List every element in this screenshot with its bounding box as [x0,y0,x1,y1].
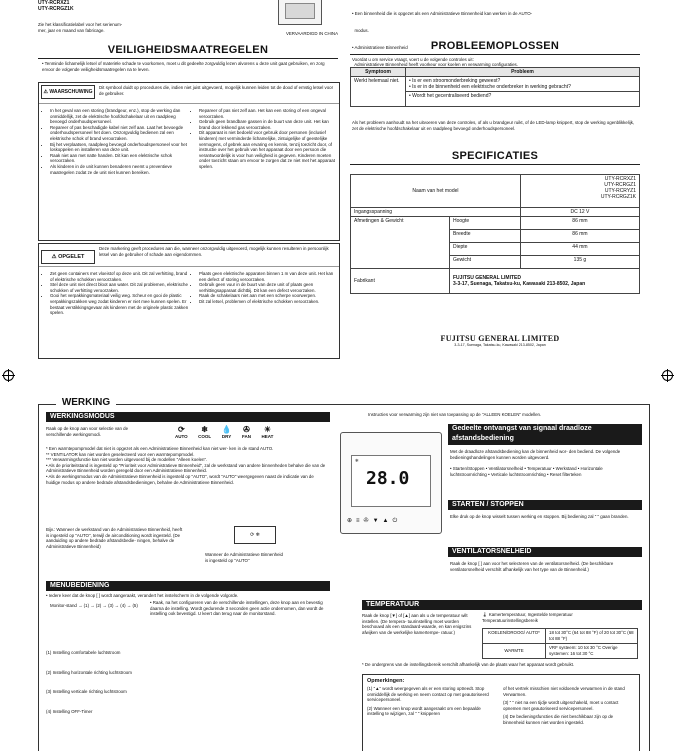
spec-maker-label: Fabrikant [351,269,450,294]
warning-text: Dit symbool duidt op procedures die, indien niet juist uitgevoerd, mogelijk kunnen leiden tot de dood of ernstig letsel voor de gebruiker. [99,85,334,96]
menu-item: (3) Instelling verticale richting luchtstroom [46,689,127,695]
spec-dim-key: Hoogte [450,217,521,230]
mode-note: *** Verwarmingsfunctie kan niet worden uitgevoerd bij de modellen "Alleen koelen". [46,457,208,463]
trouble-table [350,67,640,107]
list-item: • Raak de schakelaars niet aan met een scherpe voorwerpen. [199,293,339,299]
mode-intro: Raak op de knop aan voor selectie van de verschillende werkingsmodi. [46,426,129,437]
safety-title: VEILIGHEIDSMAATREGELEN [107,44,269,56]
mode-fan: ✇ FAN [242,425,251,439]
list-item: • Gooi het verpakkingsmateriaal veilig weg. Scheur en gooi de plastic verpakkingszakken weg zodat kinderen er niet mee kunnen spelen. Er bestaat verstikkingsgevaar als kinderen met de originele plastic zakken spelen. [50,293,190,315]
problem-item: • Is er in de binnenheid een elektrische onderbreker in werking gebracht? [409,84,571,90]
made-in-label: VERVAARDIGD IN CHINA [285,31,338,36]
temp-text: Raak de knop [▼] of [▲] aan als u de temperatuur wilt instellen. (De tempera- tuurinstelling moet worden beschouwd als een standaard-waarde, en kan enigszins afwijken van de werkelijke kamertempe- ratuur.) [362,613,472,635]
spec-dim-value: 86 mm [520,217,639,230]
mode-title: WERKINGSMODUS [46,412,330,422]
warning-label-box [41,85,95,99]
spec-dim-key: Gewicht [450,256,521,269]
device-illustration [278,0,322,25]
mode-auto: ⟳ AUTO [175,425,188,439]
col-problem: Probleem [406,68,640,77]
mode-dry: 💧 DRY [221,425,232,439]
menu-item: (4) Instelling OFF-Timer [46,708,93,714]
list-item: • Gebruik geen vuur in de buurt van deze unit of plaats geen verhittingsapparaat dichtbij. Dit kan een defect veroorzaken. [199,282,339,293]
signal-items: • Starten/Stoppen • Ventilatorsnelheid • Temperatuur • Werkstand • Horizontale luchtstroomrichting • Verticale luchtstroomrichting • Reset filterteken [450,466,603,477]
caution-icon: ⚠ [51,254,57,260]
list-item: • Stel deze unit niet direct bloot aan water. Dit zal problemen, elektrische schokken of verhitting veroorzaken. [50,282,190,293]
warning-icon: ⚠ [43,89,49,95]
remark: (3) " " niet na een tijdje wordt uitgeschakeld, moet u contact opnemen met geautoriseerd servicepersoneel. [503,700,619,711]
callout-caption: Wanneer de Administratieve Binnenheid is ingesteld op "AUTO" [205,552,283,563]
brand-address: 3-3-17, Suenaga, Takatsu-ku, Kawasaki 213-8502, Japan [454,343,546,347]
list-item: • Raak niet aan met natte handen. Dit kan een elektrische schok veroorzaken. [50,153,190,164]
list-item: • Bij het verplaatsen, raadpleeg bevoegd onderhoudspersoneel voor het loskoppelen en installeren van deze unit. [50,142,190,153]
remarks-left [367,686,495,717]
spec-model: UTY-RCRGZ1 [604,182,636,188]
remarks-title: Opmerkingen: [367,678,405,684]
safety-intro: • Tenminde lichamelijk letsel of materiële schade te voorkomen, moet u dit gedeelte zorgvuldig lezen alvorens u deze unit gaat gebruiken, en zorg ervoor de volgende veiligheidsmaatregelen na te leven. [42,61,325,72]
remark: (4) De bedieningsfuncties die niet beschikbaar zijn op de binnenheid kunnen niet worden ingesteld. [503,714,614,725]
warning-list-right [191,108,339,170]
fan-title: VENTILATORSNELHEID [448,547,642,557]
power-button[interactable]: ⏻ [392,518,402,524]
spec-maker-addr: 3-3-17, Suenaga, Takatsu-ku, Kawasaki 213-8502, Japan [453,281,586,287]
mode-note: ** VENTILATOR kan niet worden geselecteerd voor een warmtepompmodel. [46,451,195,457]
specs-table [350,174,640,294]
menu-items [46,650,328,714]
menu-title: MENUBEDIENING [46,581,330,591]
mode-notes [46,446,328,485]
temp-mode: KOELEN/DROOG/ AUTO* [483,629,546,644]
fan-icon: ✇ [243,425,250,434]
display-temperature: 28.0 [366,468,410,489]
menu-button[interactable]: ≡ [356,518,364,524]
temp-head-left: Kamertemperatuur [488,612,526,617]
spec-maker-name: FUJITSU GENERAL LIMITED [453,275,521,281]
specs-title: SPECIFICATIES [451,150,539,162]
registration-mark-icon [3,370,14,381]
mode-button[interactable]: ⊕ [347,518,357,524]
trouble-intro: Voordat u om service vraagt, voert u de volgende controles uit: [352,57,474,62]
list-item: • Repareer of pas niet zelf aan. Het kan een storing of een ongeval veroorzaken. [199,108,339,119]
list-item: • Als kinderen in de unit kunnen benaderen neemt u preventieve maatregelen zodat ze de unit niet kunnen bereiken. [50,164,190,175]
warning-label: WAARSCHUWING [49,89,93,95]
model-name: UTY-RCRXZ1 [38,0,70,6]
snowflake-icon: ❄ [355,458,359,463]
remark: (1) "▲" wordt weergegeven als er een storing optreedt. Stop onmiddellijk de werking en neem contact op met geautoriseerd servicepersoneel. [367,686,489,703]
controller-buttons [347,517,437,525]
mode-example: Bijv.: Wanneer de werkstand van de Administratieve Binnenheid, heeft is ingesteld op "AUTO", terwijl de airconditioning wordt ingesteld. (De aanduiding op andere bedrade afstandsbedie- ningen, behalve de Administratieve Binnenheid) [46,527,183,549]
temp-mode: WARMTE [483,644,546,659]
up-button[interactable]: ▲ [382,518,393,524]
start-text: Elke druk op de knop wisselt tussen werking en stoppen. Bij bediening zal " " gaan branden. [450,514,629,519]
caution-list-right [191,271,339,305]
brand-block [440,334,560,347]
mode-note: * Een warmtepompmodel dat niet is opgezet als een Administratieve Binnenheid kan niet wer- ken in de stand AUTO. [46,446,274,451]
fan-text: Raak de knop [ ] aan voor het selecteren van de ventilatorsnelheid. (De beschikbare ventilatorsnelheid verschilt afhankelijk van het type van de Binnenheid.) [450,561,614,572]
problem-cell: • Wordt het gecentraliseerd bediend? [406,92,640,107]
remark: (2) Wanneer een knop wordt aangeraakt om een bepaalde instelling te wijzigen, zal " " knipperen [367,705,481,717]
thermometer-icon: 🌡 [482,612,488,617]
problem-cell [406,77,640,92]
remarks-box [362,674,640,751]
serial-note: Zie het klassificatielabel voor het serienum- mer, jaar en maand van fabricage. [38,22,123,33]
mode-cool: ❄ COOL [198,425,212,439]
spec-model-label: Naam van het model [351,175,521,208]
spec-model: UTY-RCRXZ1 [604,176,636,182]
note-line: modus. [352,27,369,33]
menu-text: • Raak, na het configureren van de verschillende instellingen, deze knop aan en bevestig daarna de instelling. Wordt gedurende 3 seconden geen actie ondernomen, dan wordt de instelling ook bevestigd. U keert dan terug naar de monitorstand. [150,600,324,617]
signal-title: Gedeelte ontvangst van signaal draadloze afstandsbediening [448,424,642,445]
spec-dim-value: 86 mm [520,230,639,243]
auto-mode-icon: ⟳ [177,425,185,434]
start-title: STARTEN / STOPPEN [448,500,642,510]
note-line: • Administratieve Binnenheid [352,44,408,50]
brand-name: FUJITSU GENERAL LIMITED [440,334,560,343]
caution-list-left [42,271,190,316]
list-item: • Plaats geen elektrische apparaten binnen 1 m van deze unit. Het kan een defect of storing veroorzaken. [199,271,339,282]
temp-range: 18 tot 30°C (64 tot 88 °F) of 20 tot 30°C (68 tot 88 °F) [546,629,638,644]
mode-note: • Als de prioriteitstand is ingesteld op "Prioriteit voor Administratieve Binnenheid", zal de werkstand van andere binnenheden behalve die van de Administratieve Binnenheid worden geregeld door een Administratieve Binnenheid. [46,462,326,474]
fan-button[interactable]: ✇ [363,518,373,524]
list-item: • Gebruik geen brandbare gassen in de buurt van deze unit. Het kan brand door lekkend gas veroorzaken. [199,119,339,130]
mode-heat: ☀ HEAT [261,425,274,439]
werking-title: WERKING [56,396,116,410]
caution-label-box [41,250,95,264]
signal-text: Met de draadloze afstandsbediening kan de binnenheid wor- den bediend. De volgende bedieningshandelingen kunnen worden uitgevoerd. [450,449,621,460]
spec-voltage-label: Ingangsspanning [351,208,521,217]
spec-dim-key: Breedte [450,230,521,243]
spec-model: UTY-RCRYZ1 [604,188,636,194]
menu-sequence: Monitor-stand → (1) → (2) → (3) → (4) → (5) [50,603,138,608]
temp-range: VRF systeem: 10 tot 30 °C Overige systemen: 16 tot 30 °C [546,644,638,659]
menu-intro: • Iedere keer dat de knop [ ] wordt aangeraakt, verandert het instelscherm in de volgende volgorde. [46,593,239,598]
menu-item: (1) Instelling comfortabele luchtstroom [46,650,121,655]
caution-label: OPGELET [58,254,85,260]
list-item: • In het geval van een storing (brandgeur, enz.), stop de werking dan onmiddellijk, zet de elektrische hoofdschakelaar uit en raadpleeg bevoegd onderhoudspersoneel. [50,108,190,125]
down-button[interactable]: ▼ [372,518,383,524]
temp-legend: 🌡 Kamertemperatuur, Ingestelde temperatuur Temperatuurinstellingsbereik [482,612,638,623]
temp-table [482,628,638,659]
mode-note: • Als de werkingsmodus van de Administratieve Binnenheid is ingesteld op "AUTO", wordt "AUTO" weergegeven naast de indicatie van de huidige modus op andere bedrade afstandsbedieningen, behalve de Administratieve Binnenheid. [46,473,314,485]
caution-box [38,243,340,359]
remark: of het vertrek misschien niet voldoende verwarmen in de stand Verwarmen. [503,686,625,697]
auto-display-callout [234,526,276,544]
sun-icon: ☀ [263,425,271,434]
spec-model: UTY-RCRGZ1K [600,194,636,200]
temp-head-right: Ingestelde temperatuur [527,612,573,617]
list-item: • Zet geen containers met vloeistof op deze unit. Dit zal verhitting, brand of elektrische schokken veroorzaken. [50,271,190,282]
list-item: • Repareer of pas beschadigde kabel niet zelf aan. Laat het bevoegde onderhoudspersoneel het doen. Onzorgvuldig bedienen zal een elektrische schok of brand veroorzaken. [50,125,190,142]
droplet-icon: 💧 [221,425,232,434]
caution-text: Deze markering geeft procedures aan die, wanneer onzorgvuldig uitgevoerd, mogelijk kunnen resulteren in persoonlijk letsel van de gebruiker of schade aan eigendommen. [99,246,329,257]
temp-title: TEMPERATUUR [362,600,642,610]
note-line: • Een binnenheid die is opgezet als een Administratieve Binnenheid kan werken in de AUTO- [352,11,533,17]
temp-note: * De ondergrens van de instellingsbereik verschilt afhankelijk van de plaats waar het apparaat wordt gebruikt. [362,662,575,667]
remarks-right [503,686,635,726]
controller-display [351,455,431,507]
symptom-cell: Werkt helemaal niet. [351,77,406,107]
model-list [38,0,198,12]
spec-voltage: DC 12 V [520,208,639,217]
list-item: • Dit zal letsel, problemen of elektrische schokken veroorzaken. [199,299,339,305]
spec-model-values [520,175,639,208]
mode-icons [175,425,335,443]
trouble-footer: Als het probleem aanhoudt na het uitvoeren van deze controles, of als u brandgeur ruikt, of de LED-lamp knippert, stop de werking ogenblikkelijk, zet de elektrische hoofdschakelaar uit en raadpleeg bevoegd onderhoudspersoneel. [352,120,635,131]
auto-mode-icon: ⟳ ❄ [250,532,260,538]
problem-item: • Is er een stroomonderbreking geweest? [409,78,501,84]
spec-dim-value: 44 mm [520,243,639,256]
remote-controller [340,432,442,534]
registration-mark-icon [662,370,673,381]
trouble-title: PROBLEEMOPLOSSEN [430,40,560,52]
spec-maker-cell [450,269,640,294]
temp-head-sub: Temperatuurinstellingsbereik [482,617,538,623]
warning-box [38,82,340,241]
model-name: UTY-RCRGZ1K [38,6,74,13]
spec-dim-value: 135 g [520,256,639,269]
only-cool-note: Instructies voor verwarming zijn niet van toepassing op de "ALLEEN KOELEN" modellen. [368,412,542,417]
warning-list-left [42,108,190,175]
menu-item: (2) Instelling horizontale richting luchtstroom [46,669,132,675]
note-line: Administratieve Binnenheid heeft voorkeur voor koelen en verwarming configuraties. [352,61,518,67]
list-item: • Dit apparaat is niet bedoeld voor gebruik door personen (inclusief kinderen) met verminderde lichamelijke, zintuigelijke of geestelijke vermogens, of gebrek aan ervaring en kennis, tenzij toezicht door, of instructie over het gebruik van het apparaat door een persoon die verantwoordelijk is voor hun veiligheid is gegeven. Kinderen moeten onder toezicht staan om ervoor te zorgen dat ze niet met het apparaat spelen. [199,130,339,169]
spec-dims-label: Afmetingen & Gewicht [351,217,450,269]
col-symptom: Symptoom [351,68,406,77]
snowflake-icon: ❄ [201,425,208,434]
spec-dim-key: Diepte [450,243,521,256]
